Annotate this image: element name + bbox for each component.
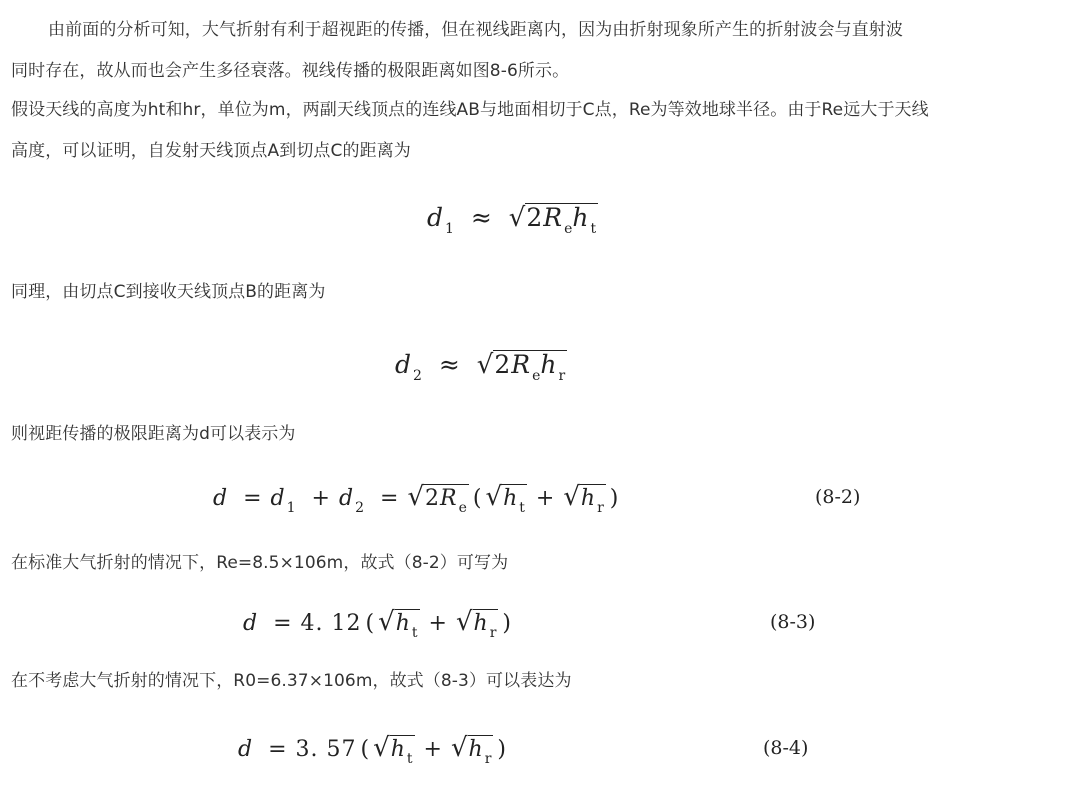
equation-number-8-3: (8-3) xyxy=(770,611,816,633)
paragraph-4: 则视距传播的极限距离为d可以表示为 xyxy=(11,424,296,444)
eq2-lhs: d xyxy=(395,350,412,379)
eq2-sqrt: √2R $_e$h $_r$ xyxy=(476,350,566,384)
equation-d2 xyxy=(395,350,567,384)
eq1-lhs-sub: 1 xyxy=(445,221,454,237)
paragraph-3: 同理，由切点C到接收天线顶点B的距离为 xyxy=(11,282,326,302)
paragraph-6: 在不考虑大气折射的情况下，R0=6.37×106m，故式（8-3）可以表达为 xyxy=(11,671,572,691)
eq2-approx: ≈ xyxy=(438,350,460,379)
equation-8-4: d = 3. 57 ( √h $_t$ + √h $_r$ ) xyxy=(238,733,506,767)
equation-8-2: d = d $_1$ + d $_2$ = √2R $_e$ ( √h $_t$ + √h $_r$ ) xyxy=(213,482,619,516)
equation-number-8-2: (8-2) xyxy=(815,486,861,508)
paragraph-2-line-1: 假设天线的高度为ht和hr，单位为m，两副天线顶点的连线AB与地面相切于C点，Re为等效地球半径。由于Re远大于天线 xyxy=(11,100,929,120)
paragraph-2-line-2: 高度，可以证明，自发射天线顶点A到切点C的距离为 xyxy=(11,141,411,161)
equation-number-8-4: (8-4) xyxy=(763,737,809,759)
eq2-lhs-sub: 2 xyxy=(413,368,422,384)
eq1-approx: ≈ xyxy=(470,203,492,232)
eq1-sqrt: √2R $_e$h $_t$ xyxy=(508,203,597,237)
paragraph-5: 在标准大气折射的情况下，Re=8.5×106m，故式（8-2）可写为 xyxy=(11,553,509,573)
eq1-lhs: d xyxy=(427,203,444,232)
paragraph-1-line-1: 由前面的分析可知，大气折射有利于超视距的传播，但在视线距离内，因为由折射现象所产生的折射波会与直射波 xyxy=(48,20,903,40)
equation-d1 xyxy=(427,203,598,237)
equation-8-3: d = 4. 12 ( √h $_t$ + √h $_r$ ) xyxy=(243,607,511,641)
paragraph-1-line-2: 同时存在，故从而也会产生多径衰落。视线传播的极限距离如图8-6所示。 xyxy=(11,61,570,81)
